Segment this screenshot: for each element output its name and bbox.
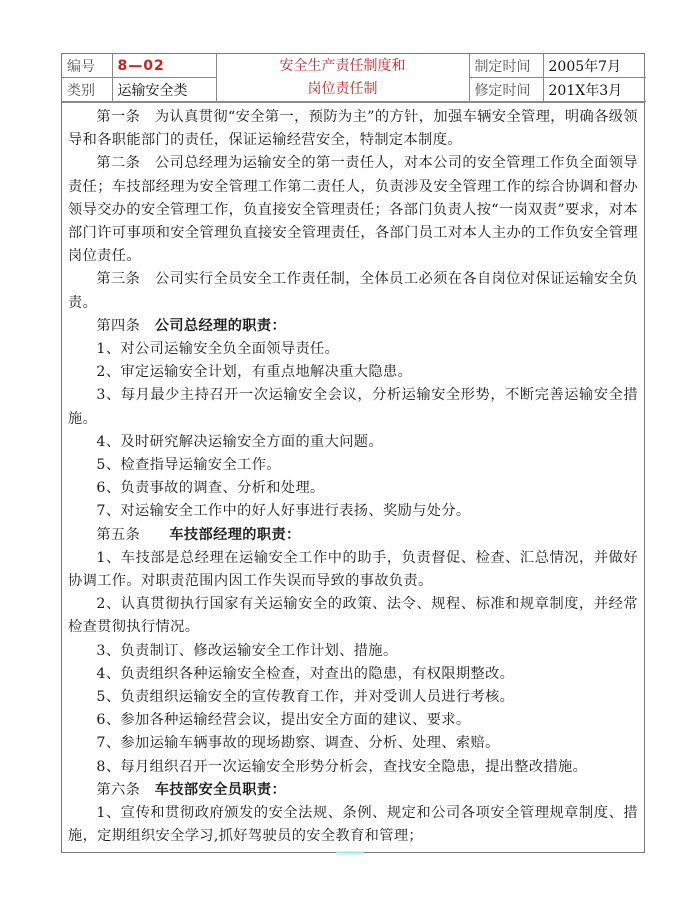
paragraph: 1、宣传和贯彻政府颁发的安全法规、条例、规定和公司各项安全管理规章制度、措施，定期组织安全学习,抓好驾驶员的安全教育和管理； xyxy=(68,805,638,845)
paragraph: 2、审定运输安全计划，有重点地解决重大隐患。 xyxy=(96,364,413,381)
document-header-table xyxy=(62,54,646,102)
number-label: 编号 xyxy=(62,54,112,78)
article-title: 车技部经理的职责： xyxy=(169,526,301,543)
article-heading xyxy=(68,779,638,802)
created-date-value: 2005年7月 xyxy=(543,54,646,78)
article-number: 第六条 xyxy=(96,781,155,798)
article-title: 车技部安全员职责： xyxy=(154,781,287,798)
paragraph: 3、负责制订、修改运输安全工作计划、措施。 xyxy=(96,642,398,659)
document-body xyxy=(62,102,644,852)
paragraph: 1、车技部是总经理在运输安全工作中的助手，负责督促、检查、汇总情况，并做好协调工作。对职责范围内因工作失误而导致的事故负责。 xyxy=(68,549,638,590)
revised-date-label: 修定时间 xyxy=(469,78,543,102)
title-line-2: 岗位责任制 xyxy=(307,80,378,97)
paragraph: 第二条 公司总经理为运输安全的第一责任人，对本公司的安全管理工作负全面领导责任；车技部经理为安全管理工作第二责任人，负责涉及安全管理工作的综合协调和督办领导交办的安全管理工作，负直接安全管理责任；各部门负责人按“一岗双责”要求，对本部门许可事项和安全管理负直接安全管理责任，各部门员工对本人主办的工作负安全管理岗位责任。 xyxy=(68,155,638,265)
article-number: 第四条 xyxy=(96,317,155,334)
paragraph: 6、参加各种运输经营会议，提出安全方面的建议、要求。 xyxy=(96,712,471,729)
document-page xyxy=(61,53,645,853)
article-heading xyxy=(68,315,638,338)
paragraph: 5、负责组织运输安全的宣传教育工作，并对受训人员进行考核。 xyxy=(96,689,515,706)
paragraph: 第一条 为认真贯彻“安全第一，预防为主”的方针，加强车辆安全管理，明确各级领导和各职能部门的责任，保证运输经营安全，特制定本制度。 xyxy=(68,109,638,149)
document-title xyxy=(216,54,469,102)
paragraph: 8、每月组织召开一次运输安全形势分析会，查找安全隐患，提出整改措施。 xyxy=(96,758,588,775)
created-date-label: 制定时间 xyxy=(469,54,543,78)
paragraph: 5、检查指导运输安全工作。 xyxy=(96,457,281,474)
paragraph: 2、认真贯彻执行国家有关运输安全的政策、法令、规程、标准和规章制度，并经常检查贯彻执行情况。 xyxy=(68,596,638,636)
revised-date-value: 201X年3月 xyxy=(543,78,646,102)
paragraph: 7、对运输安全工作中的好人好事进行表扬、奖励与处分。 xyxy=(96,503,471,520)
category-value: 运输安全类 xyxy=(112,78,216,102)
paragraph: 第三条 公司实行全员安全工作责任制，全体员工必须在各自岗位对保证运输安全负责。 xyxy=(68,271,638,311)
paragraph: 3、每月最少主持召开一次运输安全会议，分析运输安全形势，不断完善运输安全措施。 xyxy=(68,387,638,427)
watermark-mark xyxy=(336,851,364,855)
paragraph: 4、负责组织各种运输安全检查，对查出的隐患，有权限期整改。 xyxy=(96,665,515,682)
paragraph: 1、对公司运输安全负全面领导责任。 xyxy=(96,341,340,358)
article-title: 公司总经理的职责： xyxy=(154,317,287,334)
paragraph: 7、参加运输车辆事故的现场勘察、调查、分析、处理、索赔。 xyxy=(96,735,500,752)
paragraph: 4、及时研究解决运输安全方面的重大问题。 xyxy=(96,433,383,450)
category-label: 类别 xyxy=(62,78,112,102)
paragraph: 6、负责事故的调查、分析和处理。 xyxy=(96,480,325,497)
document-number: 8—02 xyxy=(112,54,216,78)
title-line-1: 安全生产责任制度和 xyxy=(279,57,406,74)
article-heading xyxy=(68,524,638,547)
article-number: 第五条 xyxy=(96,526,170,543)
